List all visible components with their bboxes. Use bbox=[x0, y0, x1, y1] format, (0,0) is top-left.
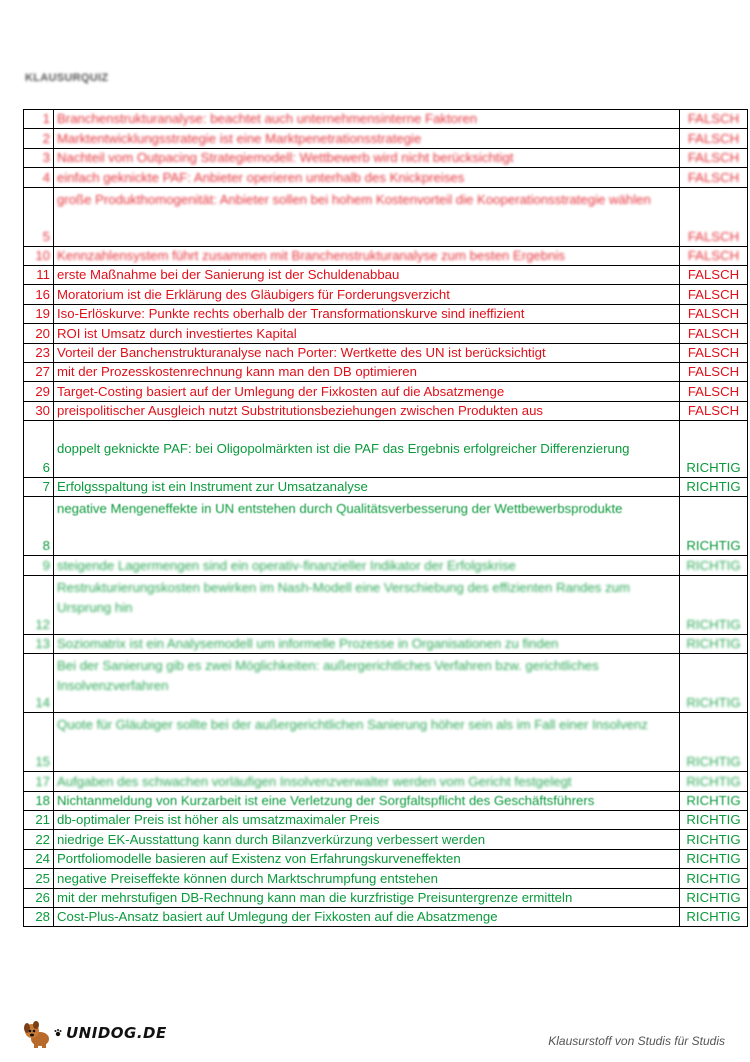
unidog-logo[interactable] bbox=[22, 1017, 167, 1049]
logo-text: UNIDOG.DE bbox=[66, 1024, 167, 1042]
table-row bbox=[24, 382, 748, 401]
row-number: 11 bbox=[24, 265, 54, 284]
row-number: 24 bbox=[24, 849, 54, 868]
table-row bbox=[24, 187, 748, 246]
table-row bbox=[24, 324, 748, 343]
row-answer: RICHTIG bbox=[680, 575, 748, 634]
table-row bbox=[24, 148, 748, 167]
row-answer: RICHTIG bbox=[680, 811, 748, 830]
quiz-table-body bbox=[24, 110, 748, 927]
footer-tagline: Klausurstoff von Studis für Studis bbox=[548, 1034, 725, 1048]
row-number: 4 bbox=[24, 168, 54, 187]
row-answer: FALSCH bbox=[680, 265, 748, 284]
table-row bbox=[24, 265, 748, 284]
row-statement: Restrukturierungskosten bewirken im Nash-Modell eine Verschiebung des effizienten Randes zum Ursprung hin bbox=[54, 575, 680, 634]
document-title: KLAUSURQUIZ bbox=[25, 72, 109, 84]
row-answer: FALSCH bbox=[680, 148, 748, 167]
row-number: 21 bbox=[24, 811, 54, 830]
row-number: 2 bbox=[24, 129, 54, 148]
row-number: 30 bbox=[24, 401, 54, 420]
row-statement: Nachteil vom Outpacing Strategiemodell: Wettbewerb wird nicht berücksichtigt bbox=[54, 148, 680, 167]
row-answer: RICHTIG bbox=[680, 849, 748, 868]
row-statement: Kennzahlensystem führt zusammen mit Branchenstrukturanalyse zum besten Ergebnis bbox=[54, 246, 680, 265]
row-statement: Moratorium ist die Erklärung des Gläubigers für Forderungsverzicht bbox=[54, 285, 680, 304]
row-number: 15 bbox=[24, 713, 54, 772]
row-answer: FALSCH bbox=[680, 401, 748, 420]
table-row bbox=[24, 791, 748, 810]
row-answer: FALSCH bbox=[680, 324, 748, 343]
row-answer: RICHTIG bbox=[680, 830, 748, 849]
row-statement: negative Mengeneffekte in UN entstehen durch Qualitätsverbesserung der Wettbewerbsprodukte bbox=[54, 497, 680, 556]
row-statement: mit der mehrstufigen DB-Rechnung kann man die kurzfristige Preisuntergrenze ermitteln bbox=[54, 888, 680, 907]
row-answer: RICHTIG bbox=[680, 888, 748, 907]
row-statement: db-optimaler Preis ist höher als umsatzmaximaler Preis bbox=[54, 811, 680, 830]
row-statement: Nichtanmeldung von Kurzarbeit ist eine Verletzung der Sorgfaltspflicht des Geschäftsführers bbox=[54, 791, 680, 810]
row-statement: mit der Prozesskostenrechnung kann man den DB optimieren bbox=[54, 362, 680, 381]
table-row bbox=[24, 129, 748, 148]
row-answer: RICHTIG bbox=[680, 556, 748, 575]
row-answer: RICHTIG bbox=[680, 713, 748, 772]
row-answer: RICHTIG bbox=[680, 907, 748, 926]
table-row bbox=[24, 556, 748, 575]
row-statement: Iso-Erlöskurve: Punkte rechts oberhalb der Transformationskurve sind ineffizient bbox=[54, 304, 680, 323]
table-row bbox=[24, 713, 748, 772]
row-number: 17 bbox=[24, 772, 54, 791]
row-statement: erste Maßnahme bei der Sanierung ist der Schuldenabbau bbox=[54, 265, 680, 284]
row-answer: FALSCH bbox=[680, 343, 748, 362]
row-number: 5 bbox=[24, 187, 54, 246]
row-statement: Branchenstrukturanalyse: beachtet auch unternehmensinterne Faktoren bbox=[54, 110, 680, 129]
row-statement: ROI ist Umsatz durch investiertes Kapital bbox=[54, 324, 680, 343]
row-answer: FALSCH bbox=[680, 285, 748, 304]
row-number: 7 bbox=[24, 478, 54, 497]
row-answer: RICHTIG bbox=[680, 869, 748, 888]
table-row bbox=[24, 478, 748, 497]
row-statement: Vorteil der Banchenstrukturanalyse nach Porter: Wertkette des UN ist berücksichtigt bbox=[54, 343, 680, 362]
table-row bbox=[24, 772, 748, 791]
row-answer: FALSCH bbox=[680, 129, 748, 148]
row-answer: RICHTIG bbox=[680, 772, 748, 791]
quiz-table bbox=[23, 109, 748, 927]
row-answer: FALSCH bbox=[680, 110, 748, 129]
row-number: 26 bbox=[24, 888, 54, 907]
row-statement: steigende Lagermengen sind ein operativ-finanzieller Indikator der Erfolgskrise bbox=[54, 556, 680, 575]
row-answer: RICHTIG bbox=[680, 634, 748, 653]
row-answer: FALSCH bbox=[680, 304, 748, 323]
row-answer: FALSCH bbox=[680, 362, 748, 381]
row-number: 10 bbox=[24, 246, 54, 265]
table-row bbox=[24, 575, 748, 634]
row-number: 1 bbox=[24, 110, 54, 129]
table-row bbox=[24, 811, 748, 830]
row-number: 25 bbox=[24, 869, 54, 888]
row-answer: RICHTIG bbox=[680, 421, 748, 478]
table-row bbox=[24, 849, 748, 868]
row-number: 23 bbox=[24, 343, 54, 362]
row-answer: FALSCH bbox=[680, 187, 748, 246]
row-number: 3 bbox=[24, 148, 54, 167]
row-statement: Soziomatrix ist ein Analysemodell um informelle Prozesse in Organisationen zu finden bbox=[54, 634, 680, 653]
row-statement: Marktentwicklungsstrategie ist eine Marktpenetrationsstrategie bbox=[54, 129, 680, 148]
paw-icon bbox=[54, 1029, 62, 1037]
row-statement: Quote für Gläubiger sollte bei der außergerichtlichen Sanierung höher sein als im Fall einer Insolvenz bbox=[54, 713, 680, 772]
row-answer: RICHTIG bbox=[680, 497, 748, 556]
row-answer: RICHTIG bbox=[680, 478, 748, 497]
row-number: 20 bbox=[24, 324, 54, 343]
row-statement: Target-Costing basiert auf der Umlegung der Fixkosten auf die Absatzmenge bbox=[54, 382, 680, 401]
table-row bbox=[24, 421, 748, 478]
table-row bbox=[24, 246, 748, 265]
row-answer: FALSCH bbox=[680, 168, 748, 187]
table-row bbox=[24, 110, 748, 129]
row-statement: niedrige EK-Ausstattung kann durch Bilanzverkürzung verbessert werden bbox=[54, 830, 680, 849]
row-statement: einfach geknickte PAF: Anbieter operieren unterhalb des Knickpreises bbox=[54, 168, 680, 187]
table-row bbox=[24, 168, 748, 187]
row-number: 27 bbox=[24, 362, 54, 381]
row-number: 9 bbox=[24, 556, 54, 575]
row-answer: RICHTIG bbox=[680, 791, 748, 810]
row-statement: doppelt geknickte PAF: bei Oligopolmärkten ist die PAF das Ergebnis erfolgreicher Differenzierung bbox=[54, 421, 680, 478]
table-row bbox=[24, 304, 748, 323]
table-row bbox=[24, 888, 748, 907]
row-number: 6 bbox=[24, 421, 54, 478]
row-number: 13 bbox=[24, 634, 54, 653]
row-answer: FALSCH bbox=[680, 246, 748, 265]
row-number: 22 bbox=[24, 830, 54, 849]
row-statement: negative Preiseffekte können durch Marktschrumpfung entstehen bbox=[54, 869, 680, 888]
table-row bbox=[24, 497, 748, 556]
table-row bbox=[24, 362, 748, 381]
row-statement: Bei der Sanierung gib es zwei Möglichkeiten: außergerichtliches Verfahren bzw. gerichtliches Insolvenzverfahren bbox=[54, 654, 680, 713]
row-answer: RICHTIG bbox=[680, 654, 748, 713]
row-statement: Portfoliomodelle basieren auf Existenz von Erfahrungskurveneffekten bbox=[54, 849, 680, 868]
table-row bbox=[24, 634, 748, 653]
table-row bbox=[24, 869, 748, 888]
table-row bbox=[24, 907, 748, 926]
row-statement: Aufgaben des schwachen vorläufigen Insolvenzverwalter werden vom Gericht festgelegt bbox=[54, 772, 680, 791]
row-number: 16 bbox=[24, 285, 54, 304]
row-number: 12 bbox=[24, 575, 54, 634]
row-statement: Cost-Plus-Ansatz basiert auf Umlegung der Fixkosten auf die Absatzmenge bbox=[54, 907, 680, 926]
row-statement: Erfolgsspaltung ist ein Instrument zur Umsatzanalyse bbox=[54, 478, 680, 497]
row-number: 28 bbox=[24, 907, 54, 926]
table-row bbox=[24, 654, 748, 713]
table-row bbox=[24, 285, 748, 304]
row-statement: große Produkthomogenität: Anbieter sollen bei hohem Kostenvorteil die Kooperationsstrategie wählen bbox=[54, 187, 680, 246]
dog-mascot-icon bbox=[22, 1017, 54, 1049]
row-statement: preispolitischer Ausgleich nutzt Substritutionsbeziehungen zwischen Produkten aus bbox=[54, 401, 680, 420]
table-row bbox=[24, 401, 748, 420]
row-number: 14 bbox=[24, 654, 54, 713]
row-number: 18 bbox=[24, 791, 54, 810]
row-number: 29 bbox=[24, 382, 54, 401]
table-row bbox=[24, 343, 748, 362]
row-answer: FALSCH bbox=[680, 382, 748, 401]
table-row bbox=[24, 830, 748, 849]
row-number: 19 bbox=[24, 304, 54, 323]
row-number: 8 bbox=[24, 497, 54, 556]
